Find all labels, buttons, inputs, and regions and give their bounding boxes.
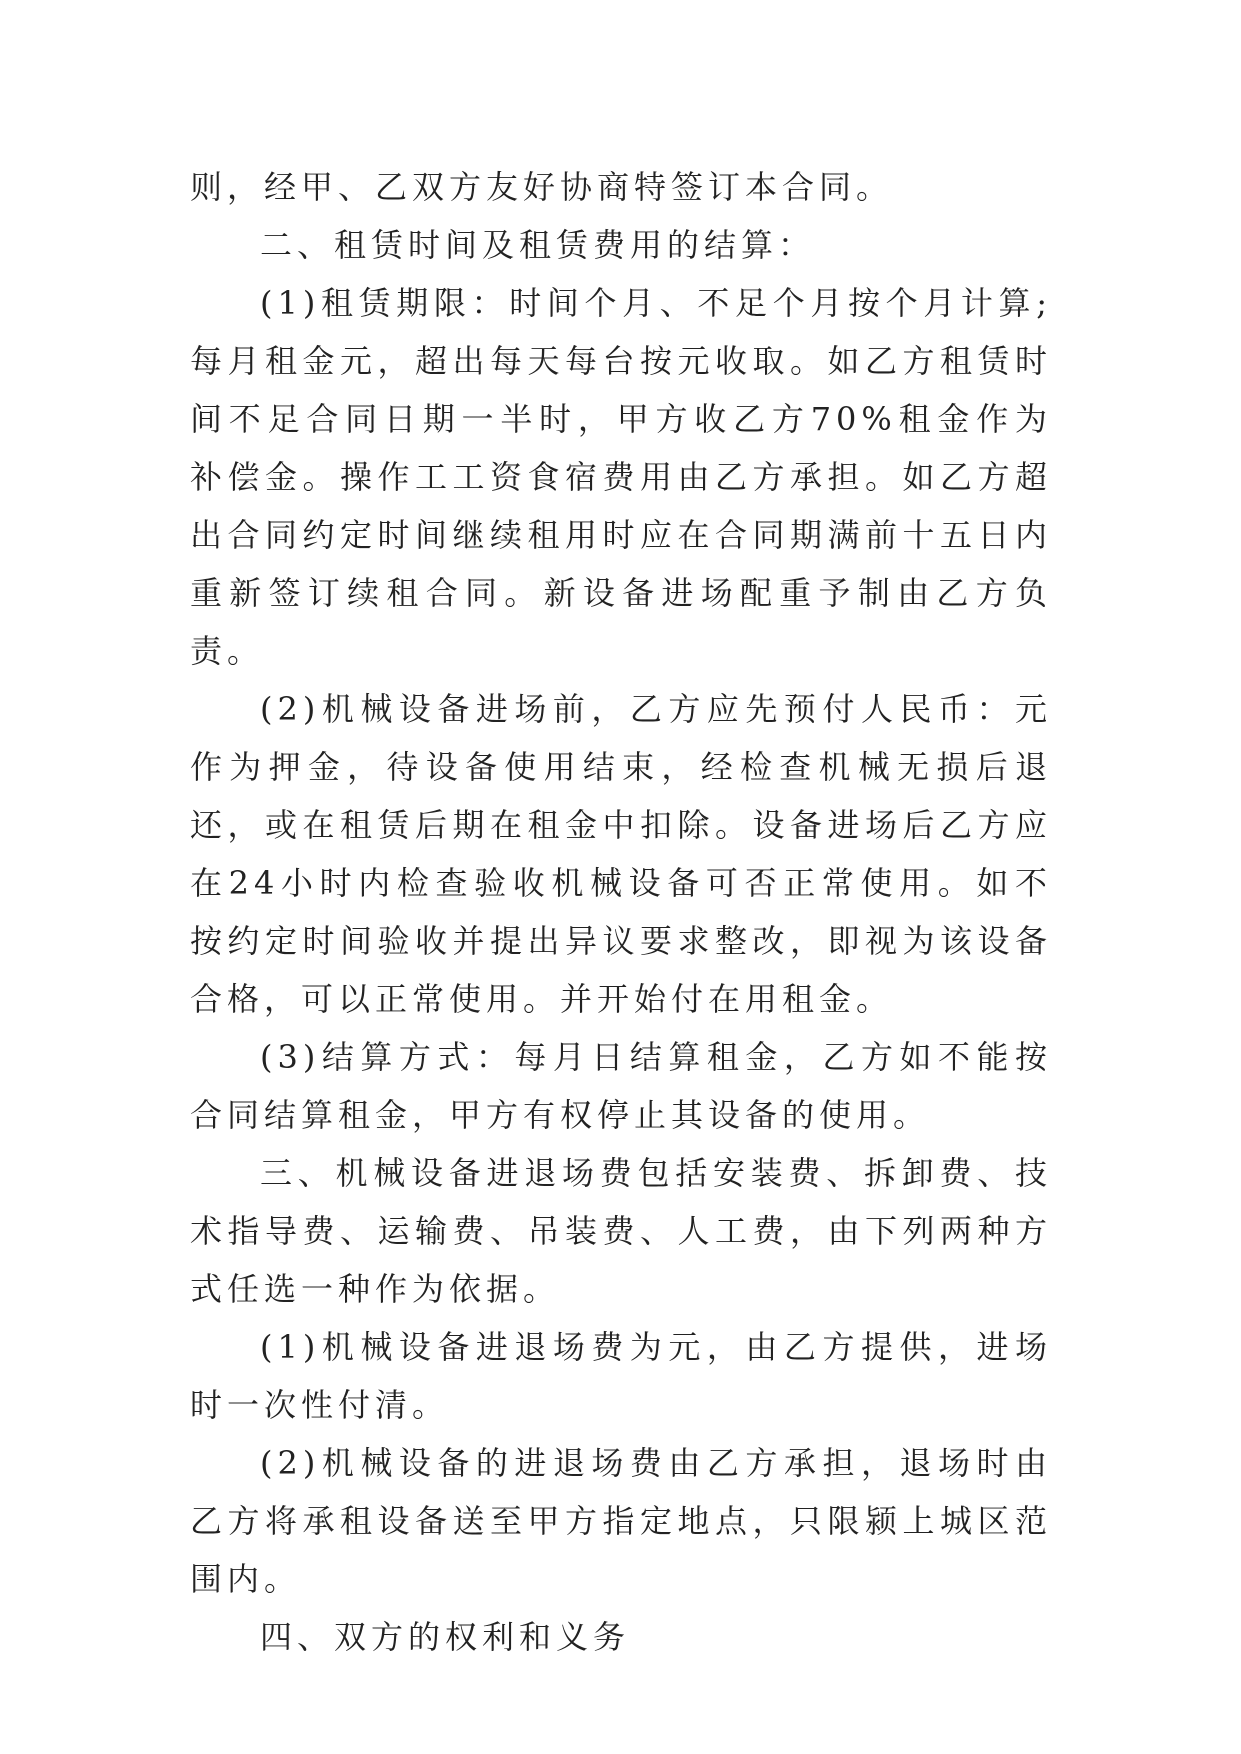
paragraph-2-1: (1)租赁期限：时间个月、不足个月按个月计算;每月租金元，超出每天每台按元收取。如乙方租赁时间不足合同日期一半时，甲方收乙方70%租金作为补偿金。操作工工资食宿费用由乙方承担。如乙方超出合同约定时间继续租用时应在合同期满前十五日内重新签订续租合同。新设备进场配重予制由乙方负责。 — [190, 284, 1052, 670]
section-heading-2: 二、租赁时间及租赁费用的结算： — [260, 226, 816, 264]
document-body — [190, 158, 1052, 1666]
section-heading-4: 四、双方的权利和义务 — [260, 1618, 631, 1656]
paragraph-2-3: (3)结算方式：每月日结算租金，乙方如不能按合同结算租金，甲方有权停止其设备的使用。 — [190, 1038, 1052, 1134]
paragraph-continuation: 则，经甲、乙双方友好协商特签订本合同。 — [190, 168, 894, 206]
section-heading-3: 三、机械设备进退场费包括安装费、拆卸费、技术指导费、运输费、吊装费、人工费，由下列两种方式任选一种作为依据。 — [190, 1154, 1052, 1308]
paragraph-3-2: (2)机械设备的进退场费由乙方承担，退场时由乙方将承租设备送至甲方指定地点，只限颍上城区范围内。 — [190, 1444, 1052, 1598]
paragraph-3-1: (1)机械设备进退场费为元，由乙方提供，进场时一次性付清。 — [190, 1328, 1052, 1424]
paragraph-2-2: (2)机械设备进场前，乙方应先预付人民币：元作为押金，待设备使用结束，经检查机械无损后退还，或在租赁后期在租金中扣除。设备进场后乙方应在24小时内检查验收机械设备可否正常使用。如不按约定时间验收并提出异议要求整改，即视为该设备合格，可以正常使用。并开始付在用租金。 — [190, 690, 1052, 1018]
